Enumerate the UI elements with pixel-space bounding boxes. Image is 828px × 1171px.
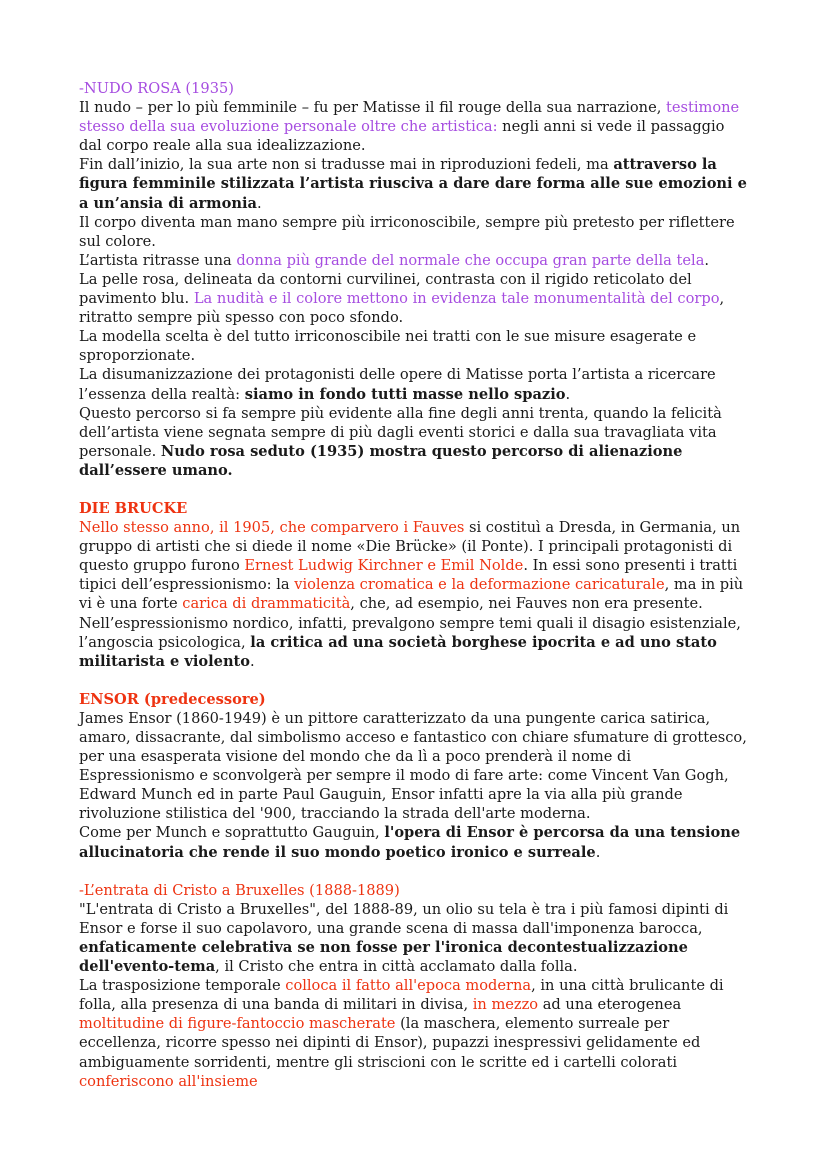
section-title-ensor: ENSOR (predecessore) — [79, 690, 266, 708]
paragraph: La disumanizzazione dei protagonisti delle opere di Matisse porta l’artista a ricercare l’essenza della realtà: siamo in fondo tutti masse nello spazio. — [79, 366, 716, 403]
section-title-die-brucke: DIE BRUCKE — [79, 499, 188, 517]
spacer — [79, 480, 749, 499]
spacer — [79, 862, 749, 881]
paragraph: Questo percorso si fa sempre più evidente alla fine degli anni trenta, quando la felicità dell’artista viene segnata sempre di più dagli eventi storici e dalla sua travagliata vita personale. Nudo rosa seduto (1935) mostra questo percorso di alienazione dall’essere umano. — [79, 404, 722, 479]
highlight-text: colloca il fatto all'epoca moderna — [285, 977, 532, 995]
paragraph: L’artista ritrasse una donna più grande del normale che occupa gran parte della tela. — [79, 251, 710, 269]
paragraph: La trasposizione temporale colloca il fatto all'epoca moderna, in una città brulicante di folla, alla presenza di una banda di militari in divisa, in mezzo ad una eterogenea moltitudine di figure-fantoccio mascherate (la maschera, elemento surreale per eccellenza, ricorre spesso nei dipinti di Ensor), pupazzi inespressivi gelidamente ed ambiguamente sorridenti, mentre gli striscioni con le scritte ed i cartelli colorati conferiscono all'insieme — [79, 977, 724, 1090]
section-title-nudo-rosa: -NUDO ROSA (1935) — [79, 80, 234, 97]
spacer — [79, 671, 749, 690]
highlight-text: moltitudine di figure-fantoccio mascherate — [79, 1015, 396, 1033]
paragraph: La pelle rosa, delineata da contorni curvilinei, contrasta con il rigido reticolato del pavimento blu. La nudità e il colore mettono in evidenza tale monumentalità del corpo, ritratto sempre più spesso con poco sfondo. — [79, 270, 725, 327]
paragraph: La modella scelta è del tutto irriconoscibile nei tratti con le sue misure esagerate e sproporzionate. — [79, 328, 697, 365]
highlight-text: carica di drammaticità — [182, 595, 351, 613]
bold-text: Nudo rosa seduto (1935) mostra questo percorso di alienazione dall’essere umano. — [79, 442, 683, 479]
highlight-text: Nello stesso anno, il 1905, che comparvero i Fauves — [79, 519, 465, 537]
paragraph: Il corpo diventa man mano sempre più irriconoscibile, sempre più pretesto per riflettere sul colore. — [79, 213, 735, 250]
highlight-text: La nudità e il colore mettono in evidenza tale monumentalità del corpo — [193, 290, 720, 308]
paragraph: "L'entrata di Cristo a Bruxelles", del 1888-89, un olio su tela è tra i più famosi dipinti di Ensor e forse il suo capolavoro, una grande scena di massa dall'imponenza barocca, enfaticamente celebrativa se non fosse per l'ironica decontestualizzazione dell'evento-tema, il Cristo che entra in città acclamato dalla folla. — [79, 900, 729, 976]
paragraph: Fin dall’inizio, la sua arte non si tradusse mai in riproduzioni fedeli, ma attraverso la figura femminile stilizzata l’artista riusciva a dare dare forma alle sue emozioni e a un’ansia di armonia. — [79, 156, 747, 212]
highlight-text: in mezzo — [472, 996, 539, 1014]
highlight-text: donna più grande del normale che occupa gran parte della tela — [236, 251, 705, 269]
paragraph: Il nudo – per lo più femminile – fu per Matisse il fil rouge della sua narrazione, testimone stesso della sua evoluzione personale oltre che artistica: negli anni si vede il passaggio dal corpo reale alla sua idealizzazione. — [79, 99, 740, 155]
bold-text: la critica ad una società borghese ipocrita e ad uno stato militarista e violento — [79, 633, 717, 670]
highlight-text: violenza cromatica e la deformazione caricaturale — [294, 576, 665, 594]
highlight-text: Ernest Ludwig Kirchner e Emil Nolde — [244, 557, 524, 575]
paragraph: Nell’espressionismo nordico, infatti, prevalgono sempre temi quali il disagio esistenziale, l’angoscia psicologica, la critica ad una società borghese ipocrita e ad uno stato militarista e violento. — [79, 614, 741, 670]
highlight-text: testimone stesso della sua evoluzione personale oltre che artistica: — [79, 99, 740, 136]
paragraph: Come per Munch e soprattutto Gauguin, l'opera di Ensor è percorsa da una tensione allucinatoria che rende il suo mondo poetico ironico e surreale. — [79, 824, 741, 861]
section-title-cristo: -L’entrata di Cristo a Bruxelles (1888-1889) — [79, 881, 400, 899]
bold-text: attraverso la figura femminile stilizzata l’artista riusciva a dare dare forma alle sue emozioni e a un’ansia di armonia — [79, 156, 747, 212]
paragraph: Nello stesso anno, il 1905, che comparvero i Fauves si costituì a Dresda, in Germania, un gruppo di artisti che si diede il nome «Die Brücke» (il Ponte). I principali protagonisti di questo gruppo furono Ernest Ludwig Kirchner e Emil Nolde. In essi sono presenti i tratti tipici dell’espressionismo: la violenza cromatica e la deformazione caricaturale, ma in più vi è una forte carica di drammaticità, che, ad esempio, nei Fauves non era presente. — [79, 519, 744, 613]
document-page — [79, 79, 749, 1091]
paragraph: James Ensor (1860-1949) è un pittore caratterizzato da una pungente carica satirica, amaro, dissacrante, dal simbolismo acceso e fantastico con chiare sfumature di grottesco, per una esasperata visione del mondo che da lì a poco prenderà il nome di Espressionismo e sconvolgerà per sempre il modo di fare arte: come Vincent Van Gogh, Edward Munch ed in parte Paul Gauguin, Ensor infatti apre la via alla più grande rivoluzione stilistica del '900, tracciando la strada dell'arte moderna. — [79, 709, 747, 823]
bold-text: l'opera di Ensor è percorsa da una tensione allucinatoria che rende il suo mondo poetico ironico e surreale — [79, 824, 741, 861]
bold-text: siamo in fondo tutti masse nello spazio — [244, 385, 566, 403]
highlight-text: conferiscono all'insieme — [79, 1072, 258, 1090]
bold-text: enfaticamente celebrativa se non fosse per l'ironica decontestualizzazione dell'evento-tema — [79, 938, 688, 976]
